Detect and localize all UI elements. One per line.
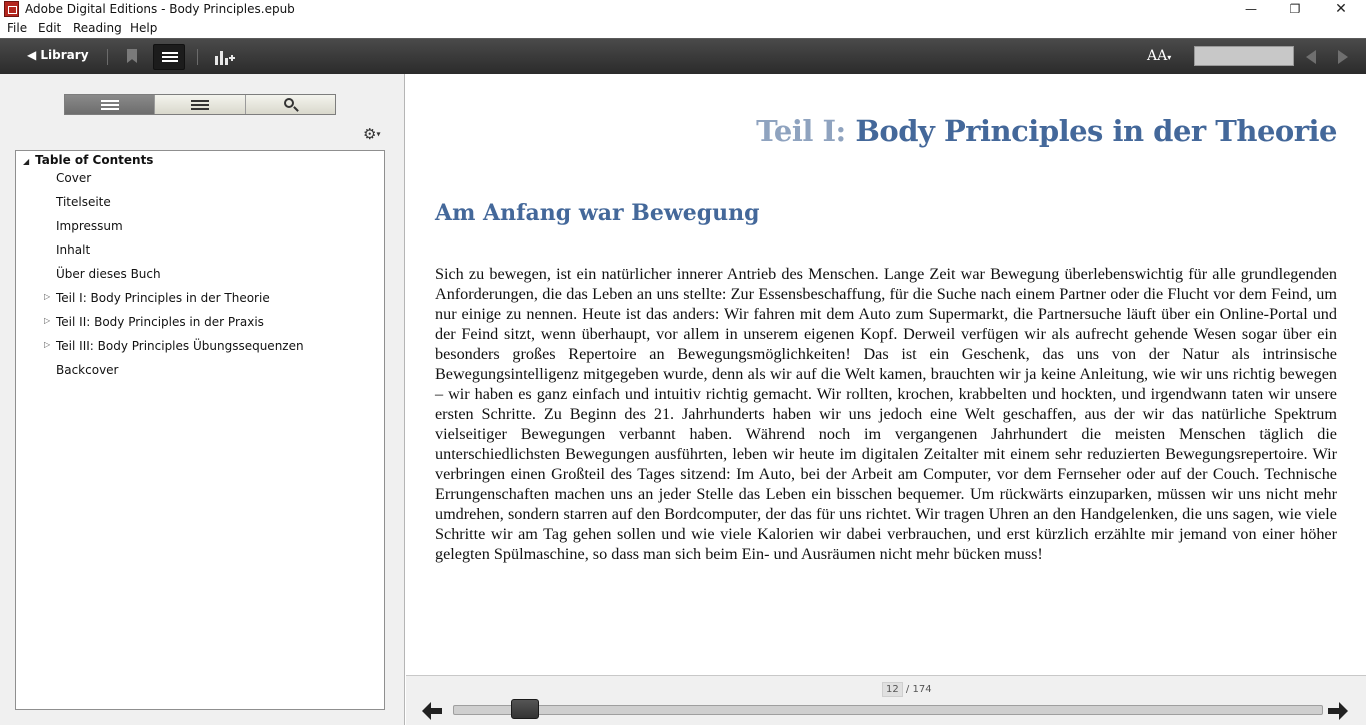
toc-item[interactable]: Titelseite	[56, 195, 111, 209]
chevron-down-icon: ▾	[376, 129, 381, 139]
menu-file[interactable]: File	[7, 21, 28, 35]
next-result-icon[interactable]	[1338, 50, 1348, 64]
minimize-button[interactable]: —	[1245, 2, 1257, 16]
title-bar	[0, 0, 1366, 20]
bookmark-list-icon	[191, 100, 209, 110]
navigation-panel	[0, 74, 405, 725]
toc-item[interactable]: Teil III: Body Principles Übungssequenzen	[56, 339, 304, 353]
panel-view-switcher	[64, 94, 336, 115]
menu-bar	[0, 20, 1366, 38]
page-slider-track[interactable]	[453, 705, 1323, 715]
toolbar	[0, 38, 1366, 74]
previous-page-icon[interactable]	[422, 702, 442, 720]
settings-button[interactable]	[363, 126, 380, 143]
part-number: Teil I:	[756, 114, 846, 148]
toc-toggle-button[interactable]	[153, 44, 185, 70]
toc-item[interactable]: Backcover	[56, 363, 119, 377]
font-size-button[interactable]	[1147, 48, 1171, 64]
expand-triangle-icon[interactable]: ▷	[44, 340, 51, 349]
menu-edit[interactable]: Edit	[38, 21, 62, 35]
next-page-icon[interactable]	[1328, 702, 1348, 720]
toolbar-divider	[197, 49, 198, 65]
gear-icon: ⚙	[363, 125, 377, 143]
bookmark-icon[interactable]	[127, 49, 137, 63]
app-logo-icon	[4, 1, 19, 17]
toc-item[interactable]: Impressum	[56, 219, 123, 233]
toolbar-divider	[107, 49, 108, 65]
search-input[interactable]	[1194, 46, 1294, 66]
search-icon	[284, 98, 294, 108]
page-slider-thumb[interactable]	[511, 699, 539, 719]
toc-item[interactable]: Über dieses Buch	[56, 267, 161, 281]
reading-pane	[406, 74, 1366, 675]
menu-reading[interactable]: Reading	[73, 21, 122, 35]
library-button[interactable]: ◀ Library	[27, 48, 89, 62]
add-bookshelf-icon[interactable]	[215, 49, 235, 65]
toc-item[interactable]: Cover	[56, 171, 92, 185]
page-navigation-bar	[406, 675, 1366, 725]
toc-item[interactable]: Teil II: Body Principles in der Praxis	[56, 315, 264, 329]
expand-triangle-icon[interactable]: ▷	[44, 316, 51, 325]
chevron-down-icon: ▾	[1167, 53, 1172, 62]
chapter-title: Am Anfang war Bewegung	[435, 200, 760, 226]
tab-bookmarks[interactable]	[155, 95, 245, 114]
menu-help[interactable]: Help	[130, 21, 158, 35]
toc-tree	[15, 150, 385, 710]
expand-triangle-icon[interactable]: ▷	[44, 292, 51, 301]
page-indicator	[882, 682, 932, 697]
collapse-triangle-icon[interactable]: ◢	[23, 157, 30, 166]
total-pages: / 174	[905, 684, 932, 695]
current-page-field[interactable]: 12	[882, 682, 903, 697]
toc-root-label: Table of Contents	[35, 153, 154, 167]
font-size-label: AA	[1147, 48, 1168, 64]
toc-item[interactable]: Teil I: Body Principles in der Theorie	[56, 291, 270, 305]
tab-search[interactable]	[246, 95, 335, 114]
previous-result-icon[interactable]	[1306, 50, 1316, 64]
toc-root[interactable]	[23, 153, 153, 167]
part-title: Body Principles in der Theorie	[855, 114, 1337, 148]
body-paragraph: Sich zu bewegen, ist ein natürlicher innerer Antrieb des Menschen. Lange Zeit war Bewegung überlebenswichtig für alle grundlegenden Anforderungen, die das Leben an uns stellte: Zur Essensbeschaffung, für die Suche nach einem Partner oder die Flucht vor dem Feind, um nur einige zu nennen. Heute ist das anders: Wir fahren mit dem Auto zum Supermarkt, die Partnersuche läuft über ein Online-Portal und der Feind sitzt, wenn überhaupt, vor allem in unserem eigenen Kopf. Derweil verfügen wir als aufrecht gehende Wesen sogar über ein besonders großes Repertoire an Bewegungsmöglichkeiten! Das ist ein Geschenk, das uns von der Natur als intrinsische Bewegungsintelligenz mitgegeben wurde, denn als wir auf die Welt kamen, brauchten wir ja keine Anleitung, wie wir uns richtig bewegen – wir haben es ganz einfach und intuitiv richtig gemacht. Wir rollten, krochen, krabbelten und hockten, und irgendwann taten wir unsere ersten Schritte. Zu Beginn des 21. Jahrhunderts haben wir uns jedoch eine Welt geschaffen, aus der wir das natürliche Spektrum vielseitiger Bewegungen verbannt haben. Während noch im vergangenen Jahrhundert die meisten Menschen täglich die unterschiedlichsten Bewegungen ausführten, leben wir heute im digitalen Zeitalter mit einem sehr reduzierten Bewegungsrepertoire. Wir verbringen einen Großteil des Tages sitzend: Im Auto, bei der Arbeit am Computer, vor dem Fernseher oder auf der Couch. Technische Errungenschaften machen uns an jeder Stelle das Leben ein bisschen bequemer. Um rückwärts einzuparken, müssen wir uns nicht mehr umdrehen, sondern starren auf den Bordcomputer, der das für uns richtet. Wir tragen Uhren an den Handgelenken, die uns sagen, wie viele Schritte wir am Tag gehen sollen und wie viele Kalorien wir dabei verbrauchen, und erst kürzlich erzählte mir jemand von einer höher gelegten Spülmaschine, so dass man sich beim Ein- und Ausräumen nicht mehr bücken muss!	[435, 265, 1337, 563]
tab-table-of-contents[interactable]	[65, 95, 155, 114]
close-button[interactable]: ✕	[1335, 1, 1347, 17]
toc-item[interactable]: Inhalt	[56, 243, 91, 257]
toc-list-icon	[101, 100, 119, 110]
maximize-button[interactable]: ❐	[1289, 2, 1301, 16]
window-title: Adobe Digital Editions - Body Principles.epub	[25, 2, 295, 16]
part-heading	[756, 114, 1337, 148]
